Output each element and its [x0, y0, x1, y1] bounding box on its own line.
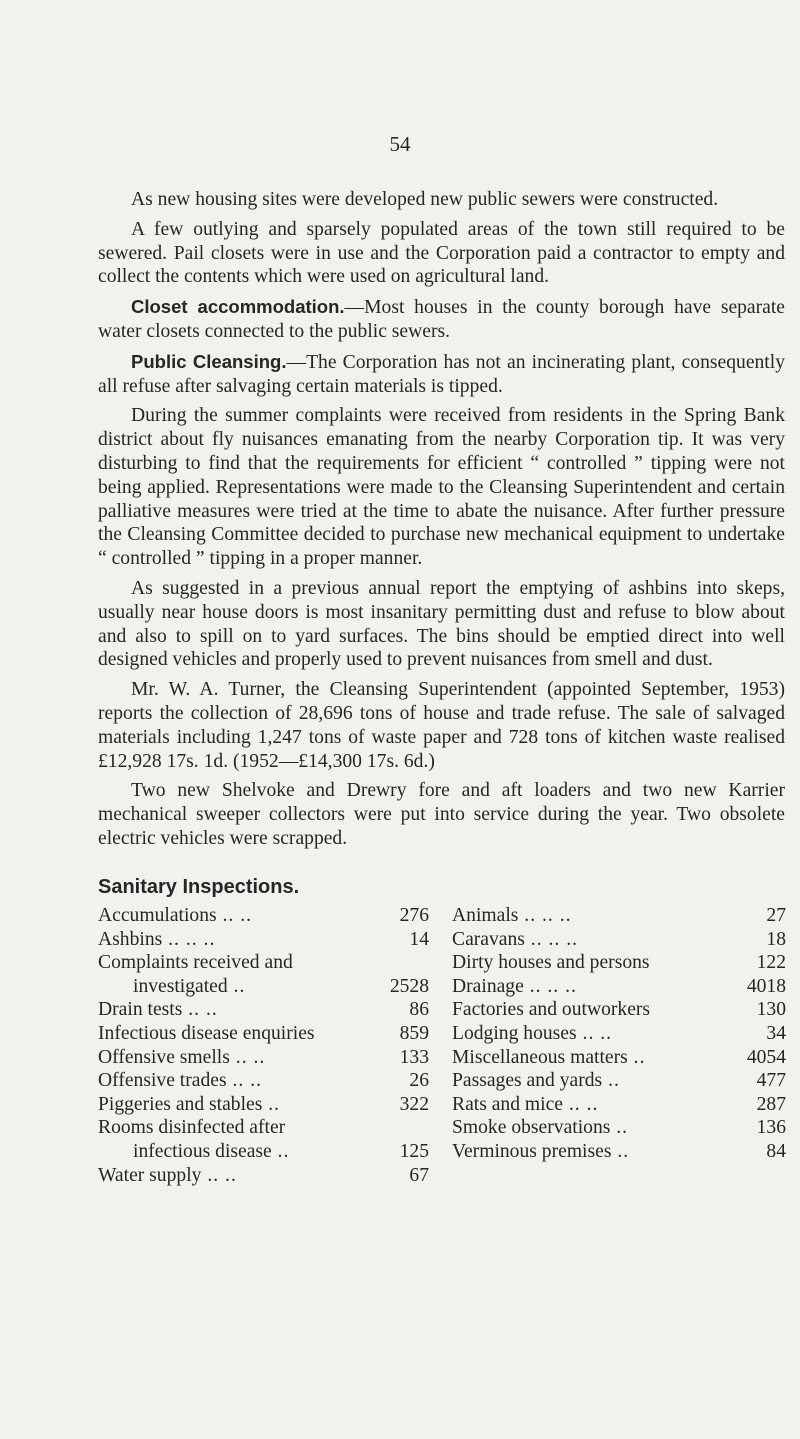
leader-dots: .. [271, 1140, 290, 1162]
leader-dots: .. [610, 1117, 629, 1139]
inspection-row [452, 928, 786, 952]
inspection-count: 86 [409, 999, 429, 1021]
inspection-count: 322 [399, 1093, 429, 1115]
inspection-row [452, 904, 786, 928]
inspection-row [452, 1069, 786, 1093]
inspection-count: 276 [399, 905, 429, 926]
inspection-label: Lodging houses .. .. [452, 1022, 613, 1044]
inspection-label: Water supply .. .. [98, 1164, 237, 1186]
leader-dots: .. .. [563, 1093, 599, 1115]
leader-dots: .. [602, 1070, 620, 1092]
inspection-label: Drain tests .. .. [98, 999, 218, 1021]
inspections-right-column [452, 904, 786, 1164]
paragraph [98, 404, 785, 571]
inspection-count: 130 [756, 999, 786, 1021]
section-title: Sanitary Inspections. [98, 876, 300, 898]
paragraph-text: As new housing sites were developed new public sewers were constructed. [131, 189, 719, 210]
leader-dots: .. [627, 1046, 646, 1068]
inspections-left-column [98, 904, 429, 1187]
inspection-count: 859 [399, 1022, 429, 1044]
inspection-count: 84 [766, 1140, 786, 1162]
inspection-label: Accumulations .. .. [98, 905, 253, 926]
inspection-count: 67 [409, 1164, 429, 1186]
paragraph [98, 678, 785, 773]
inspection-count: 136 [756, 1117, 786, 1139]
leader-dots: .. .. [576, 1022, 613, 1044]
inspection-label: Miscellaneous matters .. [452, 1046, 646, 1068]
inspection-count: 133 [399, 1046, 429, 1068]
inspection-count: 34 [766, 1022, 786, 1044]
paragraph [98, 779, 785, 850]
inspection-row [452, 975, 786, 999]
inspection-label: Verminous premises .. [452, 1140, 630, 1162]
paragraph-text: Mr. W. A. Turner, the Cleansing Superintendent (appointed September, 1953) reports the collection of 28,696 tons of house and trade refuse. The sale of salvaged materials including 1,247 tons of waste paper and 728 tons of kitchen waste realised £12,928 17s. 1d. (1952—£14,300 17s. 6d.) [98, 679, 785, 772]
inspection-label: Infectious disease enquiries [98, 1022, 315, 1044]
leader-dots: .. [611, 1140, 630, 1162]
inspection-row [98, 1140, 429, 1164]
inspection-row [452, 1046, 786, 1070]
inspection-row [98, 1116, 429, 1140]
inspection-label: Dirty houses and persons [452, 952, 650, 974]
inspection-count: 4054 [746, 1046, 786, 1068]
inspection-row [98, 1046, 429, 1070]
paragraph [98, 188, 785, 212]
inspection-label: Smoke observations .. [452, 1117, 629, 1139]
inspection-row [98, 975, 429, 999]
inspection-label: Piggeries and stables .. [98, 1093, 281, 1115]
paragraph-text: —The Corporation has not an incinerating plant, consequently all refuse after salvaging certain materials is tipped. [98, 351, 785, 397]
inspection-label: Drainage .. .. .. [452, 975, 577, 997]
inspection-label: Caravans .. .. .. [452, 928, 578, 950]
paragraph-text: As suggested in a previous annual report the emptying of ashbins into skeps, usually near house doors is most insanitary permitting dust and refuse to blow about and also to spill on to yard surfaces. The bins should be emptied direct into well designed vehicles and properly used to prevent nuisances from smell and dust. [98, 577, 785, 671]
paragraph-text: —Most houses in the county borough have separate water closets connected to the public sewers. [98, 297, 785, 342]
inspection-row [452, 1093, 786, 1117]
leader-dots: .. .. [201, 1164, 237, 1186]
inspection-row [98, 1093, 429, 1117]
paragraph-text: A few outlying and sparsely populated areas of the town still required to be sewered. Pail closets were in use and the Corporation paid a contractor to empty and collect the contents which were used on agricultural land. [98, 218, 785, 288]
paragraph [98, 295, 785, 344]
inspection-row [98, 951, 429, 975]
leader-dots: .. .. .. [162, 928, 216, 950]
leader-dots: .. .. [216, 905, 253, 926]
inspection-row [98, 928, 429, 952]
paragraph-text: Two new Shelvoke and Drewry fore and aft loaders and two new Karrier mechanical sweeper collectors were put into service during the year. Two obsolete electric vehicles were scrapped. [98, 780, 785, 849]
leader-dots: .. .. .. [518, 905, 572, 926]
inspection-label: Offensive trades .. .. [98, 1070, 262, 1092]
inspection-count: 27 [766, 905, 786, 926]
inspection-label: Ashbins .. .. .. [98, 928, 216, 950]
inspection-row [452, 1116, 786, 1140]
leader-dots: .. .. [182, 999, 218, 1021]
inspection-row [452, 1140, 786, 1164]
inspection-count: 14 [409, 928, 429, 950]
inspection-label: investigated .. [133, 975, 246, 997]
paragraph-text: During the summer complaints were received from residents in the Spring Bank district about fly nuisances emanating from the nearby Corporation tip. It was very disturbing to find that the requirements for efficient “ controlled ” tipping were not being applied. Representations were made to the Cleansing Superintendent and certain palliative measures were tried at the time to abate the nuisance. After further pressure the Cleansing Committee decided to purchase new mechanical equipment to undertake “ controlled ” tipping in a proper manner. [98, 405, 785, 570]
inspection-count: 122 [756, 952, 786, 974]
leader-dots: .. [227, 975, 246, 997]
leader-dots: .. .. .. [524, 928, 578, 950]
inspection-label: Passages and yards .. [452, 1070, 620, 1092]
inspection-label: Factories and outworkers [452, 999, 651, 1021]
inspection-count: 125 [399, 1140, 429, 1162]
inspection-row [98, 1164, 429, 1188]
inspection-label: Rooms disinfected after [98, 1117, 286, 1139]
inspection-count: 18 [766, 928, 786, 950]
leader-dots: .. .. [229, 1046, 266, 1068]
run-in-heading: Closet accommodation. [131, 296, 345, 318]
inspection-count: 2528 [389, 975, 429, 997]
leader-dots: .. [262, 1093, 281, 1115]
paragraph [98, 350, 785, 399]
leader-dots: .. .. .. [523, 975, 577, 997]
page-number: 54 [389, 132, 411, 156]
inspection-row [452, 1022, 786, 1046]
inspection-count: 4018 [746, 975, 786, 997]
run-in-heading: Public Cleansing. [131, 350, 287, 372]
inspection-row [98, 998, 429, 1022]
inspection-label: Animals .. .. .. [452, 905, 572, 926]
body-text [98, 188, 785, 857]
inspection-row [452, 951, 786, 975]
inspection-count: 26 [409, 1070, 429, 1092]
inspection-label: Rats and mice .. .. [452, 1093, 599, 1115]
inspection-row [98, 1069, 429, 1093]
inspection-label: infectious disease .. [133, 1140, 290, 1162]
inspection-label: Complaints received and [98, 952, 293, 974]
inspection-row [98, 1022, 429, 1046]
inspection-label: Offensive smells .. .. [98, 1046, 266, 1068]
leader-dots: .. .. [226, 1070, 262, 1092]
paragraph [98, 577, 785, 672]
inspection-count: 477 [756, 1070, 786, 1092]
inspection-row [98, 904, 429, 928]
inspection-count: 287 [756, 1093, 786, 1115]
paragraph [98, 218, 785, 289]
inspection-row [452, 998, 786, 1022]
